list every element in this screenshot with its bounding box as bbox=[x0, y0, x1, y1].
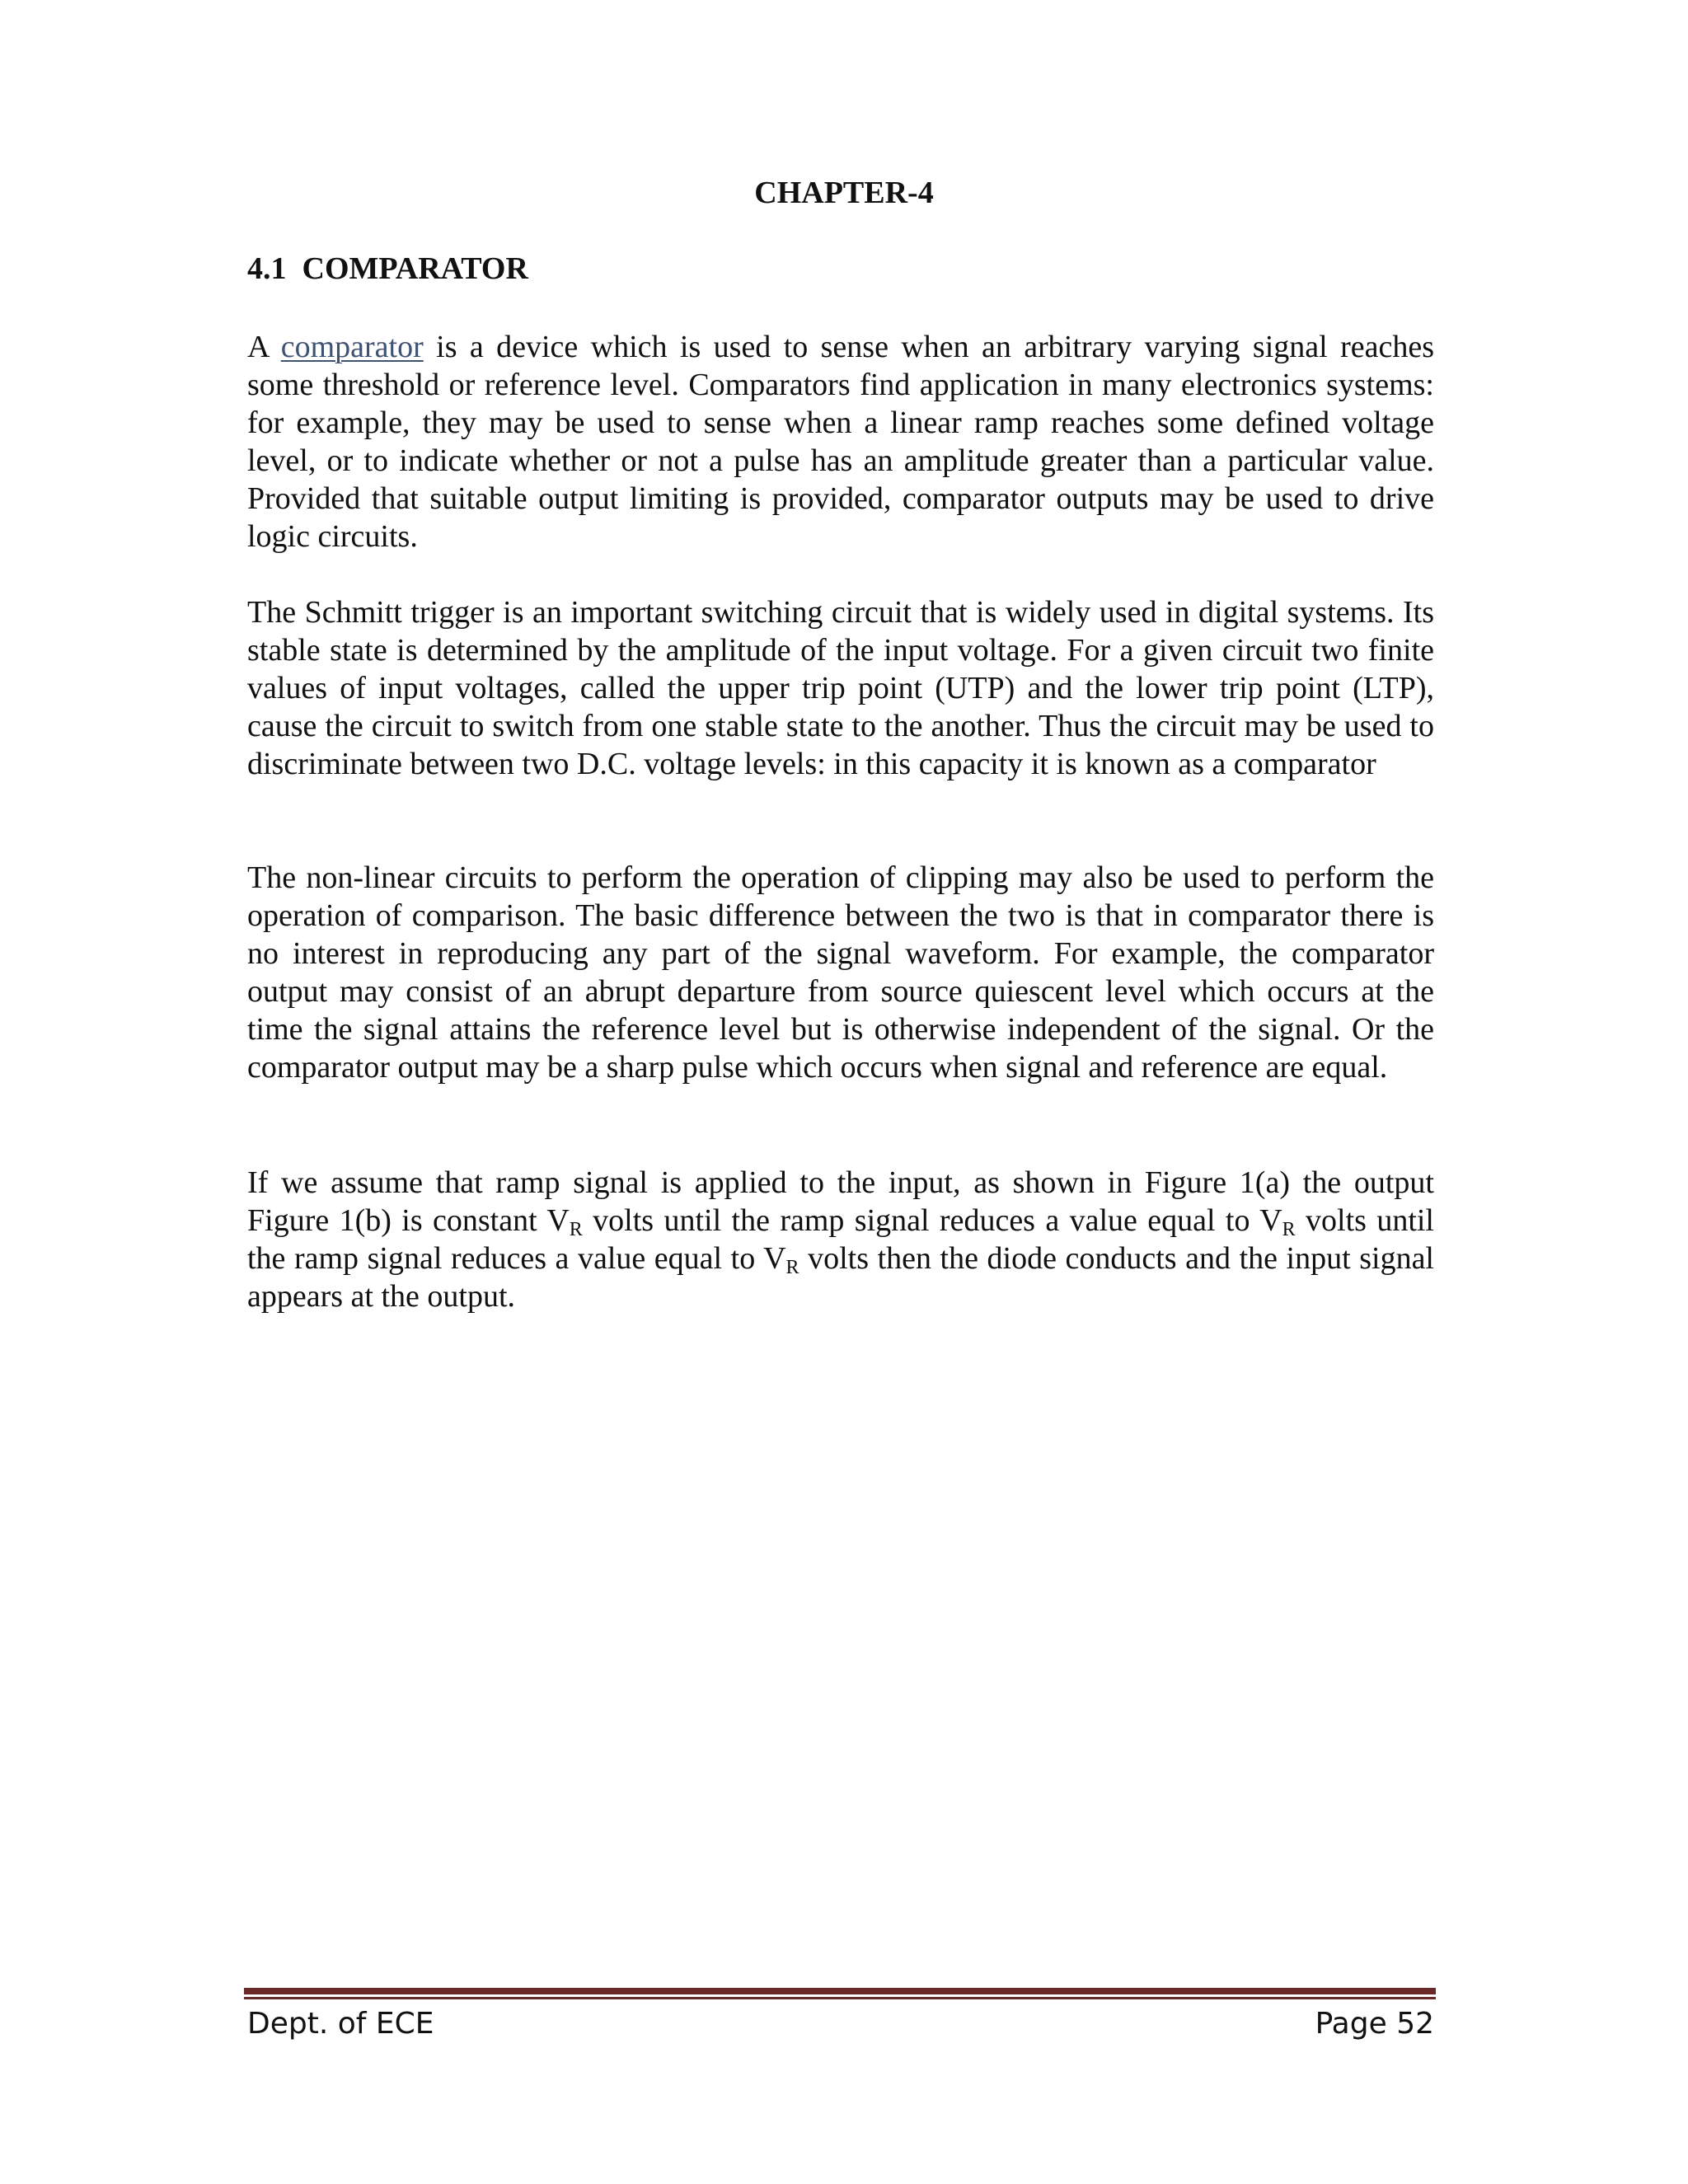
chapter-title: CHAPTER-4 bbox=[754, 176, 934, 210]
comparator-link[interactable]: comparator bbox=[280, 330, 424, 364]
paragraph-text: volts until the ramp signal reduces a value equal to V bbox=[582, 1203, 1282, 1238]
footer-page-number: Page 52 bbox=[1315, 2007, 1434, 2041]
paragraph-non-linear-circuits: The non-linear circuits to perform the operation of clipping may also be used to perform the operation of comparison. The basic difference between the two is that in comparator there is no interest in reproducing any part of the signal waveform. For example, the comparator output may consist of an abrupt departure from source quiescent level which occurs at the time the signal attains the reference level but is otherwise independent of the signal. Or the comparator output may be a sharp pulse which occurs when signal and reference are equal. bbox=[247, 860, 1434, 1085]
footer-department: Dept. of ECE bbox=[247, 2007, 434, 2041]
paragraph-lead: A bbox=[247, 330, 281, 364]
footer-divider bbox=[244, 1988, 1436, 1999]
paragraph-ramp-signal bbox=[247, 1164, 1434, 1315]
subscript-r: R bbox=[1282, 1219, 1296, 1240]
paragraph-text: If we assume that ramp signal is applied to the input, as shown in Figure 1(a) the output Figure 1(b) is constant V bbox=[247, 1165, 1434, 1238]
paragraph-schmitt-trigger: The Schmitt trigger is an important switching circuit that is widely used in digital systems. Its stable state is determined by the amplitude of the input voltage. For a given circuit two finite values of input voltages, called the upper trip point (UTP) and the lower trip point (LTP), cause the circuit to switch from one stable state to the another. Thus the circuit may be used to discriminate between two D.C. voltage levels: in this capacity it is known as a comparator bbox=[247, 595, 1434, 781]
paragraph-text: volts until the ramp signal reduces a value equal to V bbox=[247, 1203, 1434, 1276]
footer-divider-thin bbox=[244, 1997, 1436, 1999]
subscript-r: R bbox=[785, 1257, 799, 1278]
footer-divider-thick bbox=[244, 1988, 1436, 1994]
paragraph-comparator-definition bbox=[247, 328, 1434, 555]
subscript-r: R bbox=[569, 1219, 583, 1240]
section-title: COMPARATOR bbox=[302, 251, 528, 286]
paragraph-text: is a device which is used to sense when an arbitrary varying signal reaches some threshold or reference level. Comparators find application in many electronics systems: for example, they may be used to sense when a linear ramp reaches some defined voltage level, or to indicate whether or not a pulse has an amplitude greater than a particular value. Provided that suitable output limiting is provided, comparator outputs may be used to drive logic circuits. bbox=[247, 330, 1434, 554]
section-heading bbox=[247, 249, 528, 288]
paragraph-text: volts then the diode conducts and the input signal appears at the output. bbox=[247, 1241, 1434, 1314]
section-number: 4.1 bbox=[247, 251, 287, 286]
